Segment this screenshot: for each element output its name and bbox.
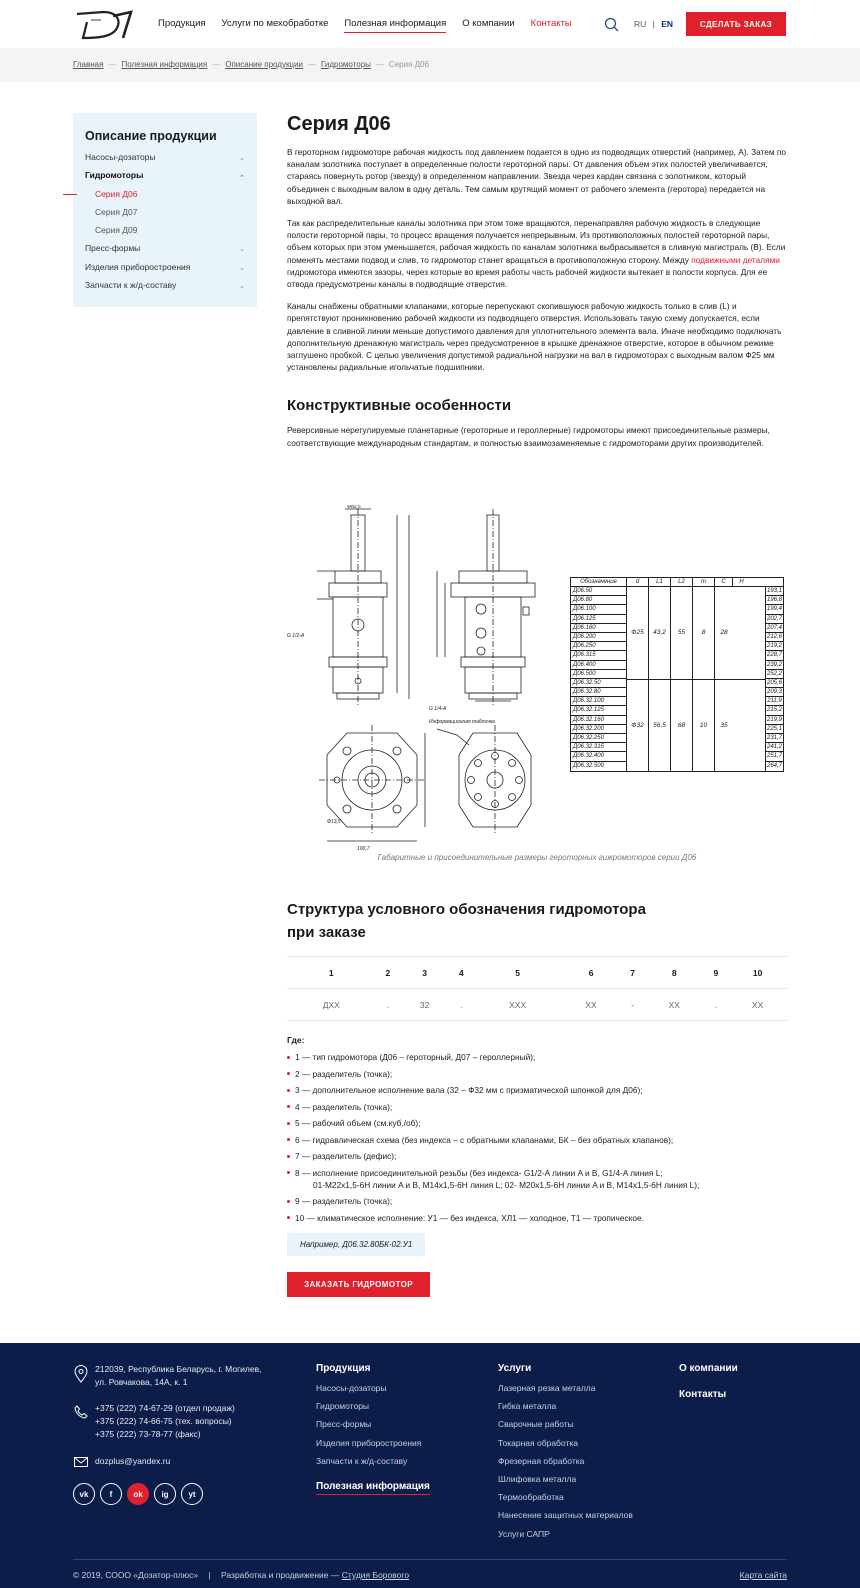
footer-link[interactable]: Сварочные работы (498, 1419, 574, 1430)
footer-link[interactable]: Гидромоторы (316, 1401, 370, 1412)
example-box: Например, Д06.32.80БК-02.У1 (287, 1233, 425, 1256)
footer-address (95, 1363, 262, 1389)
sidebar-title: Описание продукции (85, 129, 217, 143)
code-position: 10 (728, 957, 787, 989)
designation-table (287, 956, 787, 1021)
code-value: . (376, 989, 401, 1021)
sidebar-item-d09[interactable]: Серия Д09 (95, 225, 138, 236)
legend-item (287, 1212, 787, 1224)
facebook-icon[interactable]: f (100, 1483, 122, 1505)
breadcrumb-description[interactable]: Описание продукции (225, 60, 303, 69)
chevron-down-icon: ⌄ (239, 264, 245, 272)
dims-h-cell: 264,7 (766, 762, 782, 769)
breadcrumb-home[interactable]: Главная (73, 60, 104, 69)
footer-link[interactable]: Услуги САПР (498, 1528, 550, 1539)
dims-h-cell: 207,4 (766, 624, 783, 633)
legend-text: 1 — тип гидромотора (Д06 – героторный, Д07 – героллерный); (295, 1052, 536, 1062)
dims-h-cell: 193,1 (766, 587, 783, 596)
site-footer (0, 1343, 860, 1588)
paragraph: В героторном гидромоторе рабочая жидкость под давлением подается в одно из подводящих отверстий (например, А). Затем по каналам золотника поступает в определенные полости героторной пары. От давления объем этих полостей увеличивается, стараясь повернуть ротор (звезду) в определенном направлении. Звезда через кардан связана с золотником, который объединен с выходным валом в одну деталь. Тем самым крутящий момент от рабочего элемента (геротора) передается на выходной вал. (287, 147, 787, 206)
dims-group-cell: 56,5 (649, 680, 671, 772)
dims-header-cell: d (627, 578, 649, 586)
dims-name-cell: Д06.400 (571, 661, 626, 670)
legend-item (287, 1195, 787, 1207)
phone-line[interactable]: +375 (222) 74-67-29 (отдел продаж) (95, 1403, 235, 1413)
footer-about[interactable]: О компании (679, 1363, 738, 1374)
dimensions-table (570, 577, 784, 772)
section-title-structure (287, 898, 787, 944)
main-nav (158, 18, 588, 33)
legend-text: 3 — дополнительное исполнение вала (32 – Ф32 мм с призматической шпонкой для Д06); (295, 1085, 643, 1095)
address-line: 212039, Республика Беларусь, г. Могилев, (95, 1364, 262, 1374)
paragraph (287, 217, 787, 290)
footer-link[interactable]: Фрезерная обработка (498, 1455, 585, 1466)
dims-header-cell: L2 (671, 578, 693, 586)
dims-name-cell: Д06.125 (571, 615, 626, 624)
paragraph-text: Так как распределительные каналы золотника при этом тоже вращаются, перенаправляя рабочую жидкость в следующие полости героторной пары, то процесс вращения получается непрерывным. Из противоположных полостей героторной пары, объем которых при этом уменьшается, рабочая жидкость по каналам золотника выбрасывается в сливную магистраль (В). Если поменять местами подвод и слив, то гидромотор станет вращаться в противоположную сторону. Между (287, 218, 786, 265)
dims-h-cell: 239,2 (766, 661, 783, 670)
dims-name-cell: Д06.50 (571, 587, 626, 596)
dims-h-cell: 228,7 (766, 651, 783, 660)
instagram-icon[interactable]: ig (154, 1483, 176, 1505)
dims-header-cell: C (715, 578, 733, 586)
dims-group-cell: 43,2 (649, 587, 671, 679)
footer-link[interactable]: Пресс-формы (316, 1419, 372, 1430)
dims-group-cell: 35 (720, 721, 728, 729)
dims-group-cell: 68 (671, 680, 693, 772)
order-button[interactable]: СДЕЛАТЬ ЗАКАЗ (686, 12, 786, 36)
dimensions-table-names (571, 587, 627, 771)
moving-parts-link[interactable]: подвижными деталями (691, 254, 780, 265)
footer-link[interactable]: Нанесение защитных материалов (498, 1510, 633, 1521)
dims-name-cell: Д06.32.250 (571, 734, 626, 743)
dimensions-table-header (571, 578, 783, 587)
sidebar-item-d06[interactable]: Серия Д06 (85, 189, 245, 207)
section-title-features: Конструктивные особенности (287, 397, 512, 415)
footer-useful-info[interactable]: Полезная информация (316, 1481, 430, 1495)
drawing-label: Ф13,5 (327, 819, 341, 825)
legend-text: 9 — разделитель (точка); (295, 1196, 393, 1206)
footer-link[interactable]: Токарная обработка (498, 1437, 578, 1448)
breadcrumb-sep: — (375, 60, 384, 69)
copyright: © 2019, СООО «Дозатор-плюс» (73, 1570, 199, 1580)
phone-line[interactable]: +375 (222) 74-66-75 (тех. вопросы) (95, 1416, 232, 1426)
legend-item (287, 1134, 787, 1146)
legend-text: 10 — климатическое исполнение: У1 — без индекса, ХЛ1 — холодное, Т1 — тропическое. (295, 1212, 644, 1223)
dims-name-cell: Д06.100 (571, 605, 626, 614)
breadcrumb-sep: — (212, 60, 221, 69)
dimensions-table-h (766, 587, 783, 771)
dims-header-cell: L1 (649, 578, 671, 586)
code-position: 3 (400, 957, 449, 989)
footer-contacts[interactable]: Контакты (679, 1389, 727, 1400)
location-icon (74, 1365, 88, 1383)
footer-link[interactable]: Насосы-дозаторы (316, 1383, 387, 1393)
paragraph: Каналы снабжены обратными клапанами, которые перепускают скопившуюся рабочую жидкость только в слив (L) и препятствуют проникновению рабочей жидкости из подводящего отверстия. Использовать такую схему допускается, если давление в сливной линии меньше допустимого давления для уплотнительного элемента вала. Иначе необходимо подключать дополнительную дренажную магистраль через предусмотренное в крышке дренажное отверстие, которое в обычном режиме заглушено пробкой. С целью увеличения допустимой радиальной нагрузки на вал в гидромоторах с выходным валом Ф25 мм установлены радиальные игольчатые подшипники. (287, 301, 782, 373)
drawing-label: G 1/4-A (429, 706, 447, 712)
legend-text: 2 — разделитель (точка); (295, 1068, 393, 1079)
dims-name-cell: Д06.32.315 (571, 743, 626, 752)
code-value: . (704, 989, 729, 1021)
breadcrumb-hydromotors[interactable]: Гидромоторы (321, 60, 371, 69)
legend-text: 5 — рабочий объем (см.куб./об); (295, 1118, 421, 1128)
section-title-line: при заказе (287, 924, 366, 941)
dims-h-cell: 211,9 (766, 697, 783, 706)
dims-name-cell: Д06.32.500 (573, 762, 604, 769)
paragraph: Реверсивные нерегулируемые планетарные (героторные и героллерные) гидромоторы имеют присоединительные размеры, соответствующие международным стандартам, и полностью взаимозаменяемые с гидромоторами других производителей. (287, 425, 770, 448)
developer-link[interactable]: Студия Борового (341, 1570, 410, 1580)
sidebar-item-d07[interactable]: Серия Д07 (95, 206, 138, 217)
nav-products[interactable]: Продукция (158, 18, 206, 29)
dims-group-cell: 10 (693, 680, 715, 772)
code-value: ХХ (562, 989, 621, 1021)
motor-drawing (287, 505, 567, 855)
youtube-icon[interactable]: yt (181, 1483, 203, 1505)
company-logo[interactable] (73, 8, 133, 40)
where-label: Где: (287, 1035, 305, 1045)
code-value: 32 (400, 989, 449, 1021)
main-content (287, 113, 787, 459)
dims-h-cell: 219,9 (766, 716, 783, 725)
dims-name-cell: Д06.32.200 (571, 725, 626, 734)
dims-group-row (627, 680, 765, 772)
sidebar-item-label: Пресс-формы (85, 243, 141, 254)
sidebar-item-molds[interactable] (85, 243, 245, 261)
dims-h-cell: 252,2 (766, 670, 783, 679)
lang-ru[interactable]: RU (634, 19, 647, 29)
dims-group-cell: Ф25 (627, 587, 649, 679)
sitemap-link[interactable]: Карта сайта (739, 1570, 787, 1580)
nav-services[interactable]: Услуги по мехобработке (221, 18, 329, 29)
legend-text: 7 — разделитель (дефис); (295, 1151, 397, 1161)
nav-contacts[interactable]: Контакты (530, 18, 572, 29)
dims-name-cell: Д06.32.50 (571, 679, 626, 688)
dims-h-cell: 251,7 (766, 752, 783, 761)
legend-text: 4 — разделитель (точка); (295, 1101, 393, 1112)
footer-phones (95, 1402, 235, 1441)
sidebar-item-label: Изделия приборостроения (85, 261, 191, 272)
chevron-down-icon: ⌄ (239, 155, 245, 162)
dims-group-cell: 8 (693, 587, 715, 679)
sidebar-item-label: Запчасти к ж/д-составу (85, 280, 177, 291)
breadcrumb-bar (0, 48, 860, 82)
phone-line[interactable]: +375 (222) 73-78-77 (факс) (95, 1429, 201, 1439)
drawing-label: 100,7 (357, 846, 370, 852)
phone-icon (74, 1405, 88, 1419)
dims-h-cell: 231,7 (766, 734, 783, 743)
dims-header-cell: H (739, 579, 744, 585)
dims-name-cell: Д06.32.80 (571, 688, 626, 697)
breadcrumb (73, 60, 429, 69)
footer-bottom (73, 1559, 787, 1580)
footer-services-title[interactable]: Услуги (498, 1363, 532, 1374)
footer-link[interactable]: Изделия приборостроения (316, 1437, 422, 1448)
legend-item (287, 1084, 787, 1096)
dimensions-table-groups (627, 587, 766, 771)
legend-item (287, 1150, 787, 1162)
nav-about[interactable]: О компании (462, 18, 515, 29)
code-position: 6 (562, 957, 621, 989)
dims-name-cell: Д06.200 (571, 633, 626, 642)
code-value: ХХХ (474, 989, 562, 1021)
drawing-label: G 1/2-A (287, 633, 305, 639)
legend-item (287, 1068, 787, 1080)
paragraph-text: гидромотора имеются зазоры, через которые во время работы часть рабочей жидкости вытекает в полости корпуса. Для ее отвода предусмотрены каналы в подводящие отверстия. (287, 266, 768, 290)
sidebar-item-label: Гидромоторы (85, 170, 144, 181)
breadcrumb-sep: — (308, 60, 316, 69)
chevron-up-icon: ⌃ (239, 175, 245, 183)
dims-group-cell: Ф32 (627, 680, 649, 772)
dims-h-cell: 241,2 (766, 743, 783, 752)
footer-company (679, 1363, 738, 1409)
dims-h-cell: 219,2 (766, 642, 783, 651)
breadcrumb-sep: — (108, 60, 117, 69)
legend-text: 6 — гидравлическая схема (без индекса – с обратными клапанами, БК – без обратных клапанов); (295, 1134, 674, 1145)
code-position: 8 (645, 957, 704, 989)
sidebar-item-railway[interactable] (85, 280, 245, 298)
lang-sep: | (652, 19, 655, 29)
language-switcher (634, 19, 673, 29)
dims-name-cell: Д06.32.400 (571, 752, 626, 761)
code-position: 1 (287, 957, 376, 989)
dims-h-cell: 209,3 (766, 688, 783, 697)
drawing-label: Информационная табличка (429, 719, 495, 725)
page-title: Серия Д06 (287, 113, 391, 135)
figure-caption: Габаритные и присоединительные размеры героторных гижромоторов серии Д06 (377, 853, 697, 862)
chevron-down-icon: ⌄ (239, 246, 245, 254)
dims-h-cell: 215,2 (766, 706, 783, 715)
dims-group-row (627, 587, 765, 680)
footer-link[interactable]: Термообработка (498, 1492, 564, 1503)
sidebar-item-label: Насосы-дозаторы (85, 152, 156, 162)
chevron-down-icon: ⌄ (239, 283, 245, 291)
dims-group-cell: 55 (671, 587, 693, 679)
legend-item (287, 1101, 787, 1113)
nav-useful-info[interactable]: Полезная информация (344, 18, 446, 33)
code-position: 5 (474, 957, 562, 989)
dims-name-cell: Д06.32.125 (571, 706, 626, 715)
code-position: 2 (376, 957, 401, 989)
sidebar (73, 113, 257, 307)
code-value: ДХХ (287, 989, 376, 1021)
code-value: - (620, 989, 645, 1021)
sidebar-item-hydromotors[interactable] (85, 170, 245, 188)
footer-products (316, 1363, 430, 1504)
code-position: 4 (449, 957, 474, 989)
dimensions-figure (287, 505, 787, 875)
address-line: ул. Ровчакова, 14А, к. 1 (95, 1377, 188, 1387)
lang-en[interactable]: EN (661, 19, 674, 29)
dims-header-cell: m (693, 578, 715, 586)
dims-name-cell: Д06.315 (571, 651, 626, 660)
footer-link[interactable]: Запчасти к ж/д-составу (316, 1455, 408, 1466)
order-structure (287, 898, 787, 1297)
dims-name-cell: Д06.500 (571, 670, 626, 679)
dims-name-cell: Д06.80 (571, 596, 626, 605)
code-position: 9 (704, 957, 729, 989)
odnoklassniki-icon[interactable]: ok (127, 1483, 149, 1505)
sidebar-item-instruments[interactable] (85, 262, 245, 280)
footer-services (498, 1363, 633, 1547)
order-motor-button[interactable]: ЗАКАЗАТЬ ГИДРОМОТОР (287, 1272, 430, 1297)
vk-icon[interactable]: vk (73, 1483, 95, 1505)
dims-name-cell: Д06.250 (571, 642, 626, 651)
legend-text: 8 — исполнение присоединительной резьбы (без индекса- G1/2-A линии A и B, G1/4-A линия L; (295, 1167, 663, 1178)
legend-item (287, 1167, 787, 1191)
code-value: ХХ (728, 989, 787, 1021)
legend-list (287, 1051, 787, 1224)
dims-h-cell: 225,1 (766, 725, 783, 734)
breadcrumb-useful[interactable]: Полезная информация (121, 60, 208, 69)
legend-text: 01-M22x1,5-6H линии A и B, M14x1,5-6H линия L; 02- M20x1,5-6H линии A и B, M14x1,5-6H линия L); (313, 1179, 700, 1190)
footer-products-title[interactable]: Продукция (316, 1363, 371, 1374)
code-position: 7 (620, 957, 645, 989)
code-value: ХХ (645, 989, 704, 1021)
sidebar-item-pumps[interactable] (85, 152, 245, 170)
dims-h-cell: 202,7 (766, 615, 783, 624)
drawing-label: Ф82,5 (347, 505, 361, 510)
dims-name-cell: Д06.160 (571, 624, 626, 633)
dims-name-cell: Д06.32.100 (571, 697, 626, 706)
dims-group-cell: 28 (720, 629, 728, 637)
footer-link[interactable]: Шлифовка металла (498, 1473, 577, 1484)
dims-header-cell: Обозначение (571, 578, 627, 586)
mail-icon (74, 1457, 88, 1467)
developer-text: Разработка и продвижение — (221, 1570, 340, 1580)
search-icon[interactable] (604, 17, 619, 32)
footer-link[interactable]: Гибка металла (498, 1401, 557, 1412)
footer-email[interactable]: dozplus@yandex.ru (95, 1456, 171, 1466)
dims-h-cell: 199,4 (766, 605, 783, 614)
legend-item (287, 1117, 787, 1129)
dims-h-cell: 205,6 (766, 679, 783, 688)
footer-sep: | (208, 1570, 211, 1580)
dims-name-cell: Д06.32.160 (571, 716, 626, 725)
footer-link[interactable]: Лазерная резка металла (498, 1383, 596, 1393)
dims-h-cell: 196,8 (766, 596, 783, 605)
dims-h-cell: 212,6 (766, 633, 783, 642)
section-title-line: Структура условного обозначения гидромотора (287, 901, 646, 918)
site-header (0, 0, 860, 48)
legend-item (287, 1051, 787, 1063)
code-value: . (449, 989, 474, 1021)
breadcrumb-current: Серия Д06 (388, 60, 429, 69)
